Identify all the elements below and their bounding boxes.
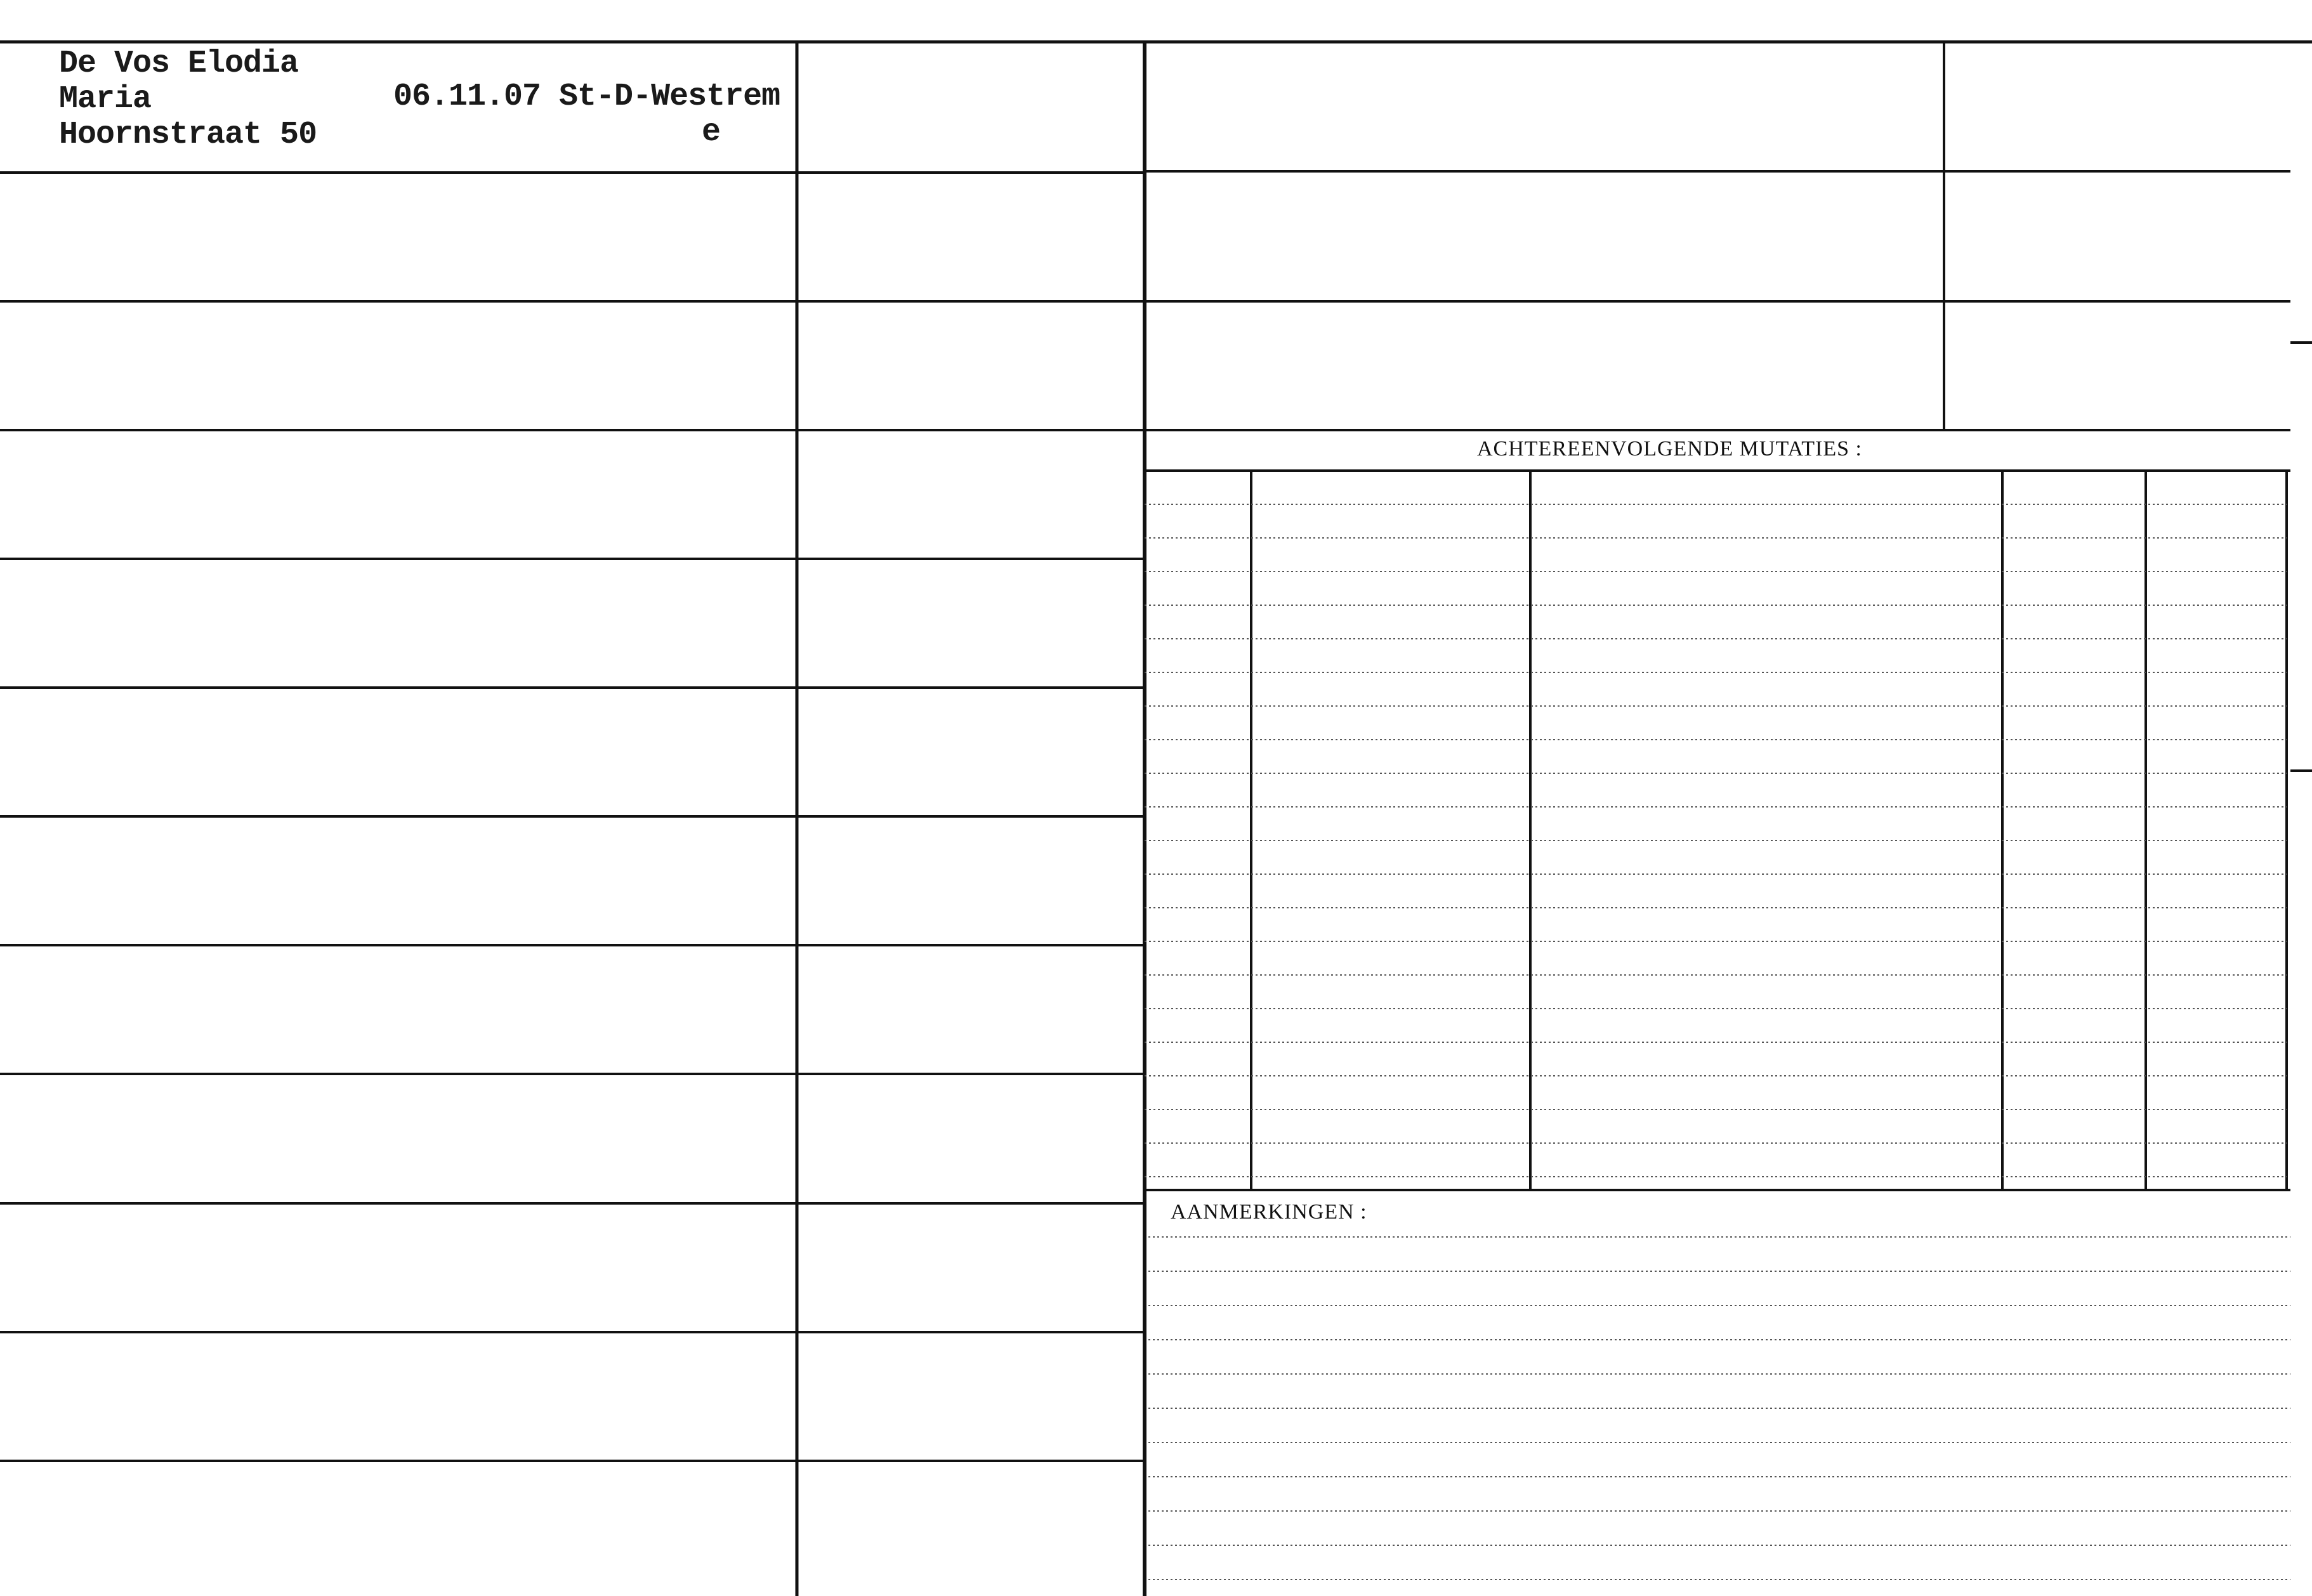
birth-date-place: 06.11.07 St-D-Westrem (393, 79, 780, 115)
remarks-heading: AANMERKINGEN : (1171, 1200, 1367, 1224)
entry-suffix: e (702, 114, 721, 150)
resident-name-line2: Maria (59, 81, 152, 117)
mutations-heading: ACHTEREENVOLGENDE MUTATIES : (1477, 437, 1862, 461)
resident-address: Hoornstraat 50 (59, 117, 317, 153)
resident-name-line1: De Vos Elodia (59, 46, 299, 82)
